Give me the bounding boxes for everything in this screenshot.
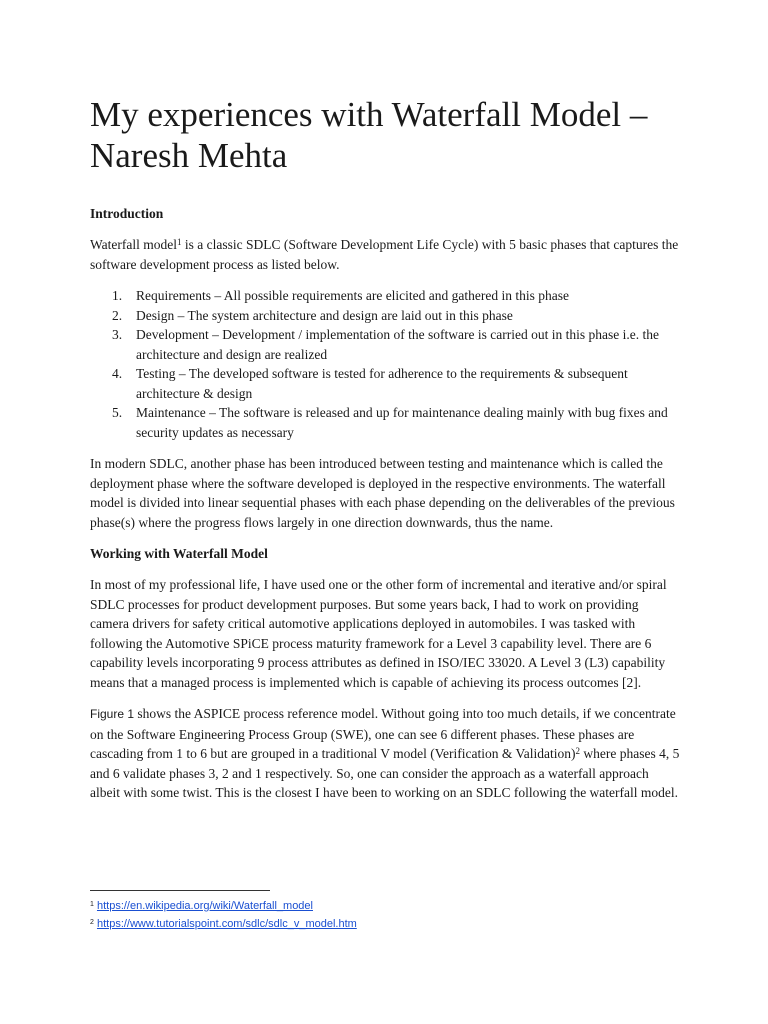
figure-reference[interactable]: Figure 1 [90, 707, 135, 721]
footnote-1: $^1$ https://en.wikipedia.org/wiki/Waterfall_model [90, 900, 313, 912]
list-item: 4. Testing – The developed software is tested for adherence to the requirements & subsequent architecture & design [112, 366, 628, 401]
list-item: 2. Design – The system architecture and design are laid out in this phase [112, 307, 513, 323]
list-item: 1. Requirements – All possible requirements are elicited and gathered in this phase [112, 288, 570, 303]
intro-paragraph-1: Waterfall model$^1$ is a classic SDLC (Software Development Life Cycle) with 5 basic phases that captures the software development process as listed below. [90, 237, 679, 272]
working-paragraph-2: Figure 1 shows the ASPICE process reference model. Without going into too much details, if we concentrate on the Software Engineering Process Group (SWE), one can see 6 different phases. These phases are cascading from 1 to 6 but are grouped in a traditional V model (Verification & Validation)$^2$ where phases 4, 5 and 6 validate phases 3, 2 and 1 respectively. So, one can consider the approach as a waterfall approach albeit with some twist. This is the closest I have been to working on an SDLC following the waterfall model. [90, 706, 680, 800]
footnote-ref-1[interactable]: 1 [177, 237, 182, 247]
footnotes [90, 897, 680, 933]
footnote-separator [90, 890, 270, 891]
working-paragraph-1: In most of my professional life, I have used one or the other form of incremental and iterative and/or spiral SDLC processes for product development purposes. But some years back, I had to work on providing camera drivers for safety critical automotive applications deployed in automobiles. I was tasked with following the Automotive SPiCE process maturity framework for a Level 3 capability level. There are 6 capability levels incorporating 9 process attributes as defined in ISO/IEC 33020. A Level 3 (L3) capability means that a managed process is implemented which is capable of achieving its process outcomes [2]. [90, 577, 667, 690]
document-body [90, 94, 680, 815]
page-title: My experiences with Waterfall Model – Naresh Mehta [90, 95, 648, 175]
intro-paragraph-2: In modern SDLC, another phase has been introduced between testing and maintenance which is called the deployment phase where the software developed is deployed in the respective environments. The waterfall model is divided into linear sequential phases with each phase depending on the deliverables of the previous phase(s) where the progress flows largely in one direction downwards, thus the name. [90, 456, 675, 530]
footnote-link-2[interactable]: https://www.tutorialspoint.com/sdlc/sdlc_v_model.htm [96, 918, 357, 930]
phase-list [90, 286, 680, 442]
footnote-ref-2[interactable]: 2 [575, 746, 580, 756]
section-heading-introduction: Introduction [90, 206, 164, 221]
footnote-link-1[interactable]: https://en.wikipedia.org/wiki/Waterfall_model [96, 900, 313, 912]
footnote-2: $^2$ https://www.tutorialspoint.com/sdlc/sdlc_v_model.htm [90, 918, 357, 930]
list-item: 5. Maintenance – The software is released and up for maintenance dealing mainly with bug fixes and security updates as necessary [112, 405, 668, 440]
section-heading-working: Working with Waterfall Model [90, 546, 268, 561]
list-item: 3. Development – Development / implementation of the software is carried out in this phase i.e. the architecture and design are realized [112, 327, 659, 362]
